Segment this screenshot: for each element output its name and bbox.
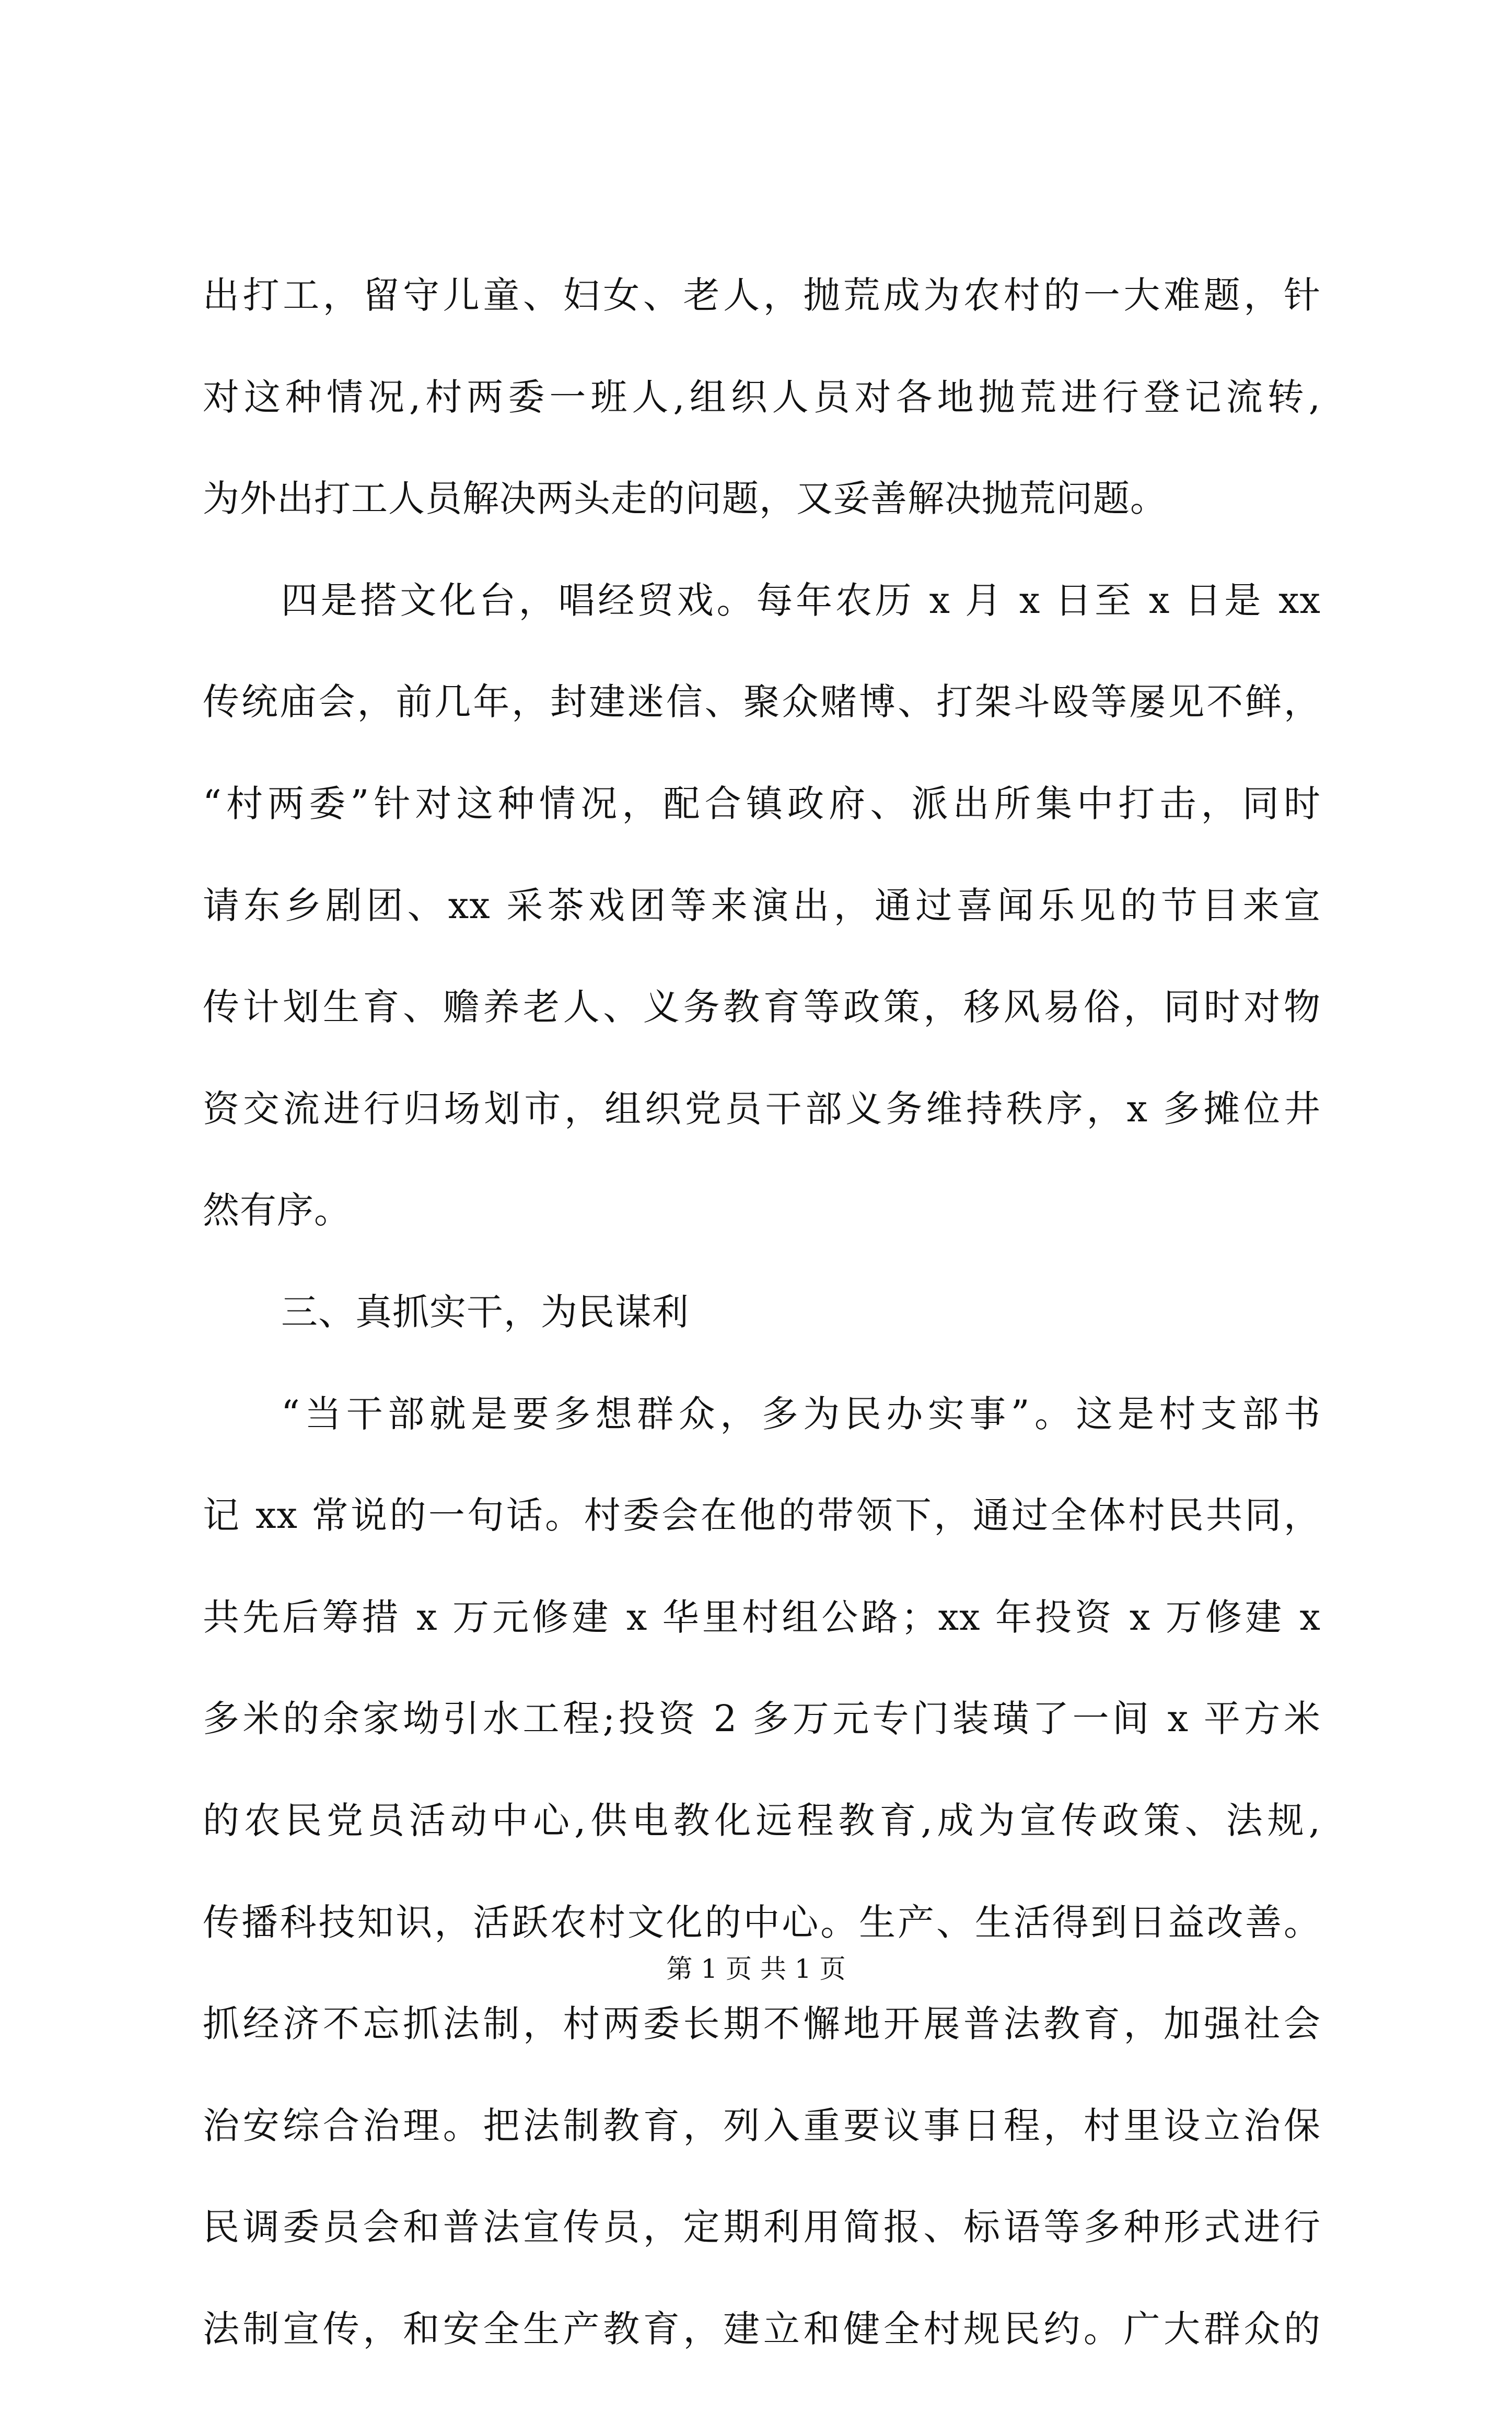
text-line: 出打工，留守儿童、妇女、老人，抛荒成为农村的一大难题，针 [203, 274, 1321, 317]
text-line: 共先后筹措 x 万元修建 x 华里村组公路；xx 年投资 x 万修建 x [203, 1595, 1321, 1639]
text-line: 多米的余家坳引水工程;投资 2 多万元专门装璜了一间 x 平方米 [203, 1697, 1321, 1741]
text-line: 然有序。 [203, 1189, 351, 1232]
text-line: 为外出打工人员解决两头走的问题，又妥善解决抛荒问题。 [203, 477, 1167, 520]
text-line: 对这种情况,村两委一班人,组织人员对各地抛荒进行登记流转, [203, 375, 1321, 419]
text-line: 民调委员会和普法宣传员，定期利用简报、标语等多种形式进行 [203, 2206, 1321, 2249]
text-line: 传播科技知识，活跃农村文化的中心。生产、生活得到日益改善。 [203, 1900, 1321, 1944]
text-line: 法制宣传，和安全生产教育，建立和健全村规民约。广大群众的 [203, 2307, 1321, 2350]
text-line: 资交流进行归场划市，组织党员干部义务维持秩序，x 多摊位井 [203, 1087, 1321, 1130]
text-line: 请东乡剧团、xx 采茶戏团等来演出，通过喜闻乐见的节目来宣 [203, 884, 1321, 927]
text-line: 抓经济不忘抓法制，村两委长期不懈地开展普法教育，加强社会 [203, 2002, 1321, 2046]
section-heading: 三、真抓实干，为民谋利 [281, 1290, 689, 1333]
page-number-footer: 第 1 页 共 1 页 [666, 1954, 846, 1984]
text-line: 治安综合治理。把法制教育，列入重要议事日程，村里设立治保 [203, 2104, 1321, 2147]
document-body [203, 274, 1321, 2412]
paragraph-first-line: 四是搭文化台，唱经贸戏。每年农历 x 月 x 日至 x 日是 xx [281, 578, 1321, 622]
text-line: 传统庙会，前几年，封建迷信、聚众赌博、打架斗殴等屡见不鲜， [203, 680, 1321, 724]
text-line: 记 xx 常说的一句话。村委会在他的带领下，通过全体村民共同， [203, 1494, 1321, 1537]
text-line: “村两委”针对这种情况，配合镇政府、派出所集中打击，同时 [203, 782, 1321, 825]
text-line: 的农民党员活动中心,供电教化远程教育,成为宣传政策、法规, [203, 1799, 1321, 1842]
text-line: 传计划生育、赡养老人、义务教育等政策，移风易俗，同时对物 [203, 985, 1321, 1029]
paragraph-first-line: “当干部就是要多想群众，多为民办实事”。这是村支部书 [281, 1392, 1321, 1435]
